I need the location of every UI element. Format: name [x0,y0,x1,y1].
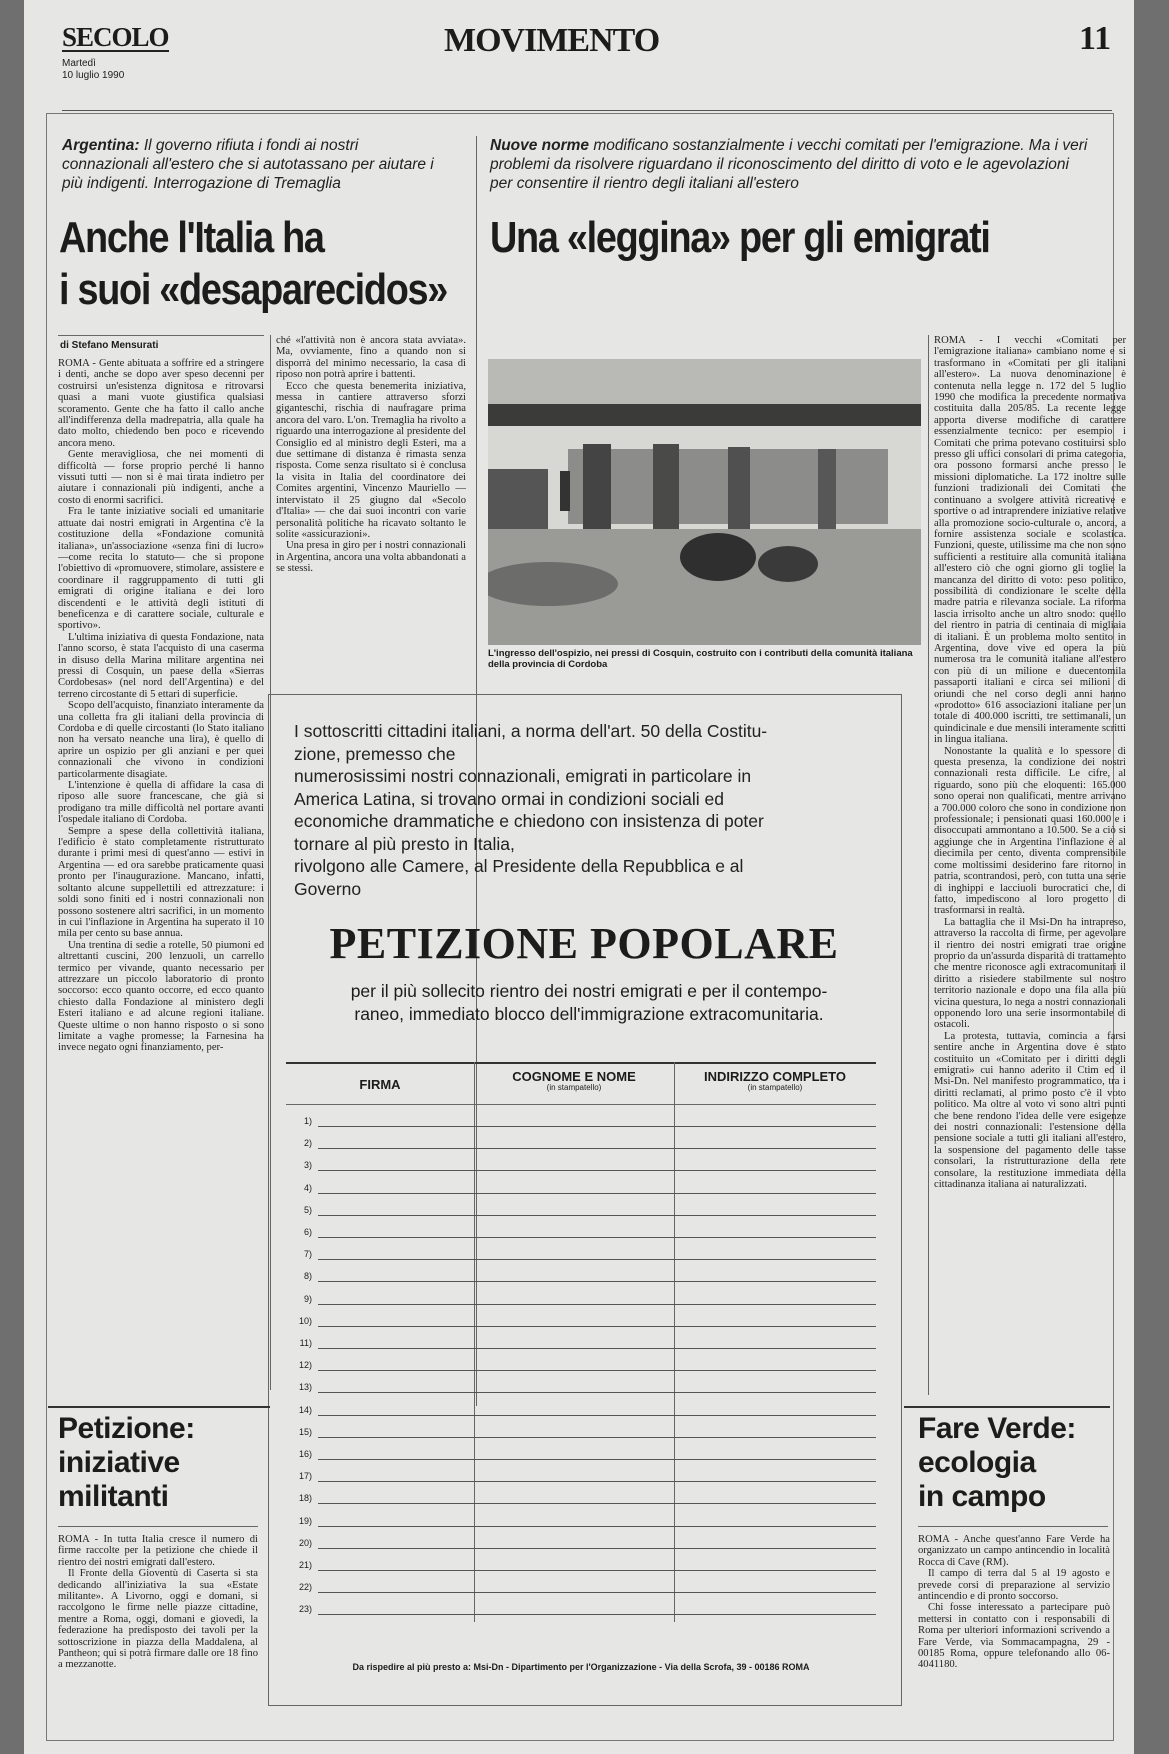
table-col-divider [674,1062,675,1622]
petition-intro-line: economiche drammatiche e chiedono con insistenza di poter [294,811,764,831]
paragraph: Scopo dell'acquisto, finanziato interamente da una colletta fra gli italiani della provincia di Cordoba e di quelle circostanti (lo Stato italiano non ha versato neanche una lira), è quello di aprire un ospizio per gli anziani e per quei connazionali che vivono in condizioni particolarmente disagiate. [58,700,264,780]
paragraph: Gente meravigliosa, che nei momenti di difficoltà — forse proprio perché li hanno vissuti tutti — non si è mai tirata indietro per aiutare i connazionali più indigenti, anche a costo di enormi sacrifici. [58,449,264,506]
left-headline-line1: Anche l'Italia ha [59,213,324,262]
table-col-divider [474,1062,475,1622]
paragraph: La battaglia che il Msi-Dn ha intrapreso, attraverso la raccolta di firme, per agevolare il rientro dei nostri emigrati trae origine proprio da un'assurda disparità di trattamento che mentre riconosce agli extracomunitari il diritto a risiedere stabilmente sul nostro territorio nazionale e dopo una fila alla più vicina questura, lo nega a nostri connazionali opponendo loro una serie insormontabile di ostacoli. [934,916,1126,1031]
signature-row-line[interactable] [318,1526,876,1527]
signature-row-line[interactable] [318,1215,876,1216]
sidebox-right-body [918,1534,1110,1734]
signature-row-number: 14) [298,1404,312,1415]
left-kicker [62,136,442,193]
photo-caption: L'ingresso dell'ospizio, nei pressi di Cosquin, costruito con i contributi della comunità italiana della provincia di Cordoba [488,648,913,670]
signature-row-number: 16) [298,1449,312,1459]
signature-row-line[interactable] [318,1126,876,1127]
signature-row-number: 4) [303,1182,312,1193]
signature-row-line[interactable] [318,1259,876,1260]
page-number: 11 [1079,20,1112,57]
headline-line: militanti [58,1480,169,1513]
right-kicker [490,136,1090,193]
paragraph: Ecco che questa benemerita iniziativa, messa in cantiere attraverso sforzi giganteschi, rischia di naufragare prima ancora del varo. L'on. Tremaglia ha rivolto a riguardo una interrogazione al presidente del Consiglio ed al ministro degli Esteri, ma a due settimane di distanza è rimasta senza risposta. Come senza risultato si è conclusa la visita in Italia del coordinatore dei Comites argentini, Vincenzo Mauriello — intervistato il 25 giugno dal «Secolo d'Italia» — che dai suoi incontri con varie personalità politiche ha ricavato soltanto le solite «assicurazioni». [276,380,466,540]
petition-intro-line: numerosissimi nostri connazionali, emigrati in particolare in [294,766,752,786]
col-header-name-label: COGNOME E NOME [512,1069,636,1084]
headline-line: Fare Verde: [918,1412,1076,1445]
paragraph: ROMA - In tutta Italia cresce il numero di firme raccolte per la petizione che chiede il rientro dei nostri emigrati dall'estero. [58,1534,258,1568]
headline-line: in campo [918,1480,1046,1513]
left-article-col1 [58,358,264,1388]
paragraph: La protesta, tuttavia, comincia a farsi sentire anche in Argentina dove è stato costituito un «Comitato per i diritti degli emigrati» cui hanno aderito il Ctim ed il Msi-Dn. Nel manifesto programmatico, tra i diritti reclamati, al primo posto c'è il voto politico. Ma oltre al voto vi sono altri punti che bene rendono l'idea delle vere esigenze dei nostri connazionali: l'estensione della pensione sociale a tutti gli italiani all'estero, la sospensione del pagamento delle tasse consolari, la ristrutturazione della rete consolare, la restituzione immediata della cittadinanza italiana ai naturalizzati. [934,1030,1126,1191]
petition-subtitle-line: raneo, immediato blocco dell'immigrazione extracomunitaria. [354,1003,824,1024]
right-article-col [934,335,1126,1390]
signature-row-line[interactable] [318,1193,876,1194]
signature-row-line[interactable] [318,1437,876,1438]
col-header-name [474,1070,674,1093]
signature-row-number: 6) [303,1227,312,1237]
signature-row-line[interactable] [318,1304,876,1305]
signature-row-number: 22) [298,1582,312,1593]
headline-line: Petizione: [58,1412,195,1445]
petition-subtitle-line: per il più sollecito rientro dei nostri emigrati e per il contempo- [350,981,828,1001]
sidebox-left-body [58,1534,258,1734]
sidebox-left-rule [48,1406,270,1409]
signature-row-number: 15) [298,1426,312,1437]
signature-row-number: 11) [299,1338,312,1348]
paragraph: Il Fronte della Gioventù di Caserta si sta dedicando all'iniziativa la sua «Estate militante». A Livorno, oggi e domani, si raccolgono le firme nelle piazze cittadine, mentre a Roma, oggi, domani e giovedì, la federazione ha predisposto dei tavoli per la sottoscrizione in piazza della Maddalena, al Pantheon; qui si potrà firmare dalle ore 18 fino a mezzanotte. [58,1568,258,1671]
col-header-name-note: (in stampatello) [546,1083,602,1092]
signature-row-number: 3) [303,1160,312,1171]
signature-row-line[interactable] [318,1548,876,1549]
paragraph: Nonostante la qualità e lo spessore di questa presenza, la condizione dei nostri connazionali resta difficile. Le cifre, al riguardo, sono più che eloquenti: 165.000 sono operai non qualificati, mentre arrivano a 700.000 coloro che sono in condizione non professionale; i pensionati quasi 160.000 e i disoccupati ammontano a 10.500. Se a ciò si aggiunge che in Argentina l'inflazione è al diecimila per cento, diventa comprensibile come moltissimi desiderino fare ritorno in patria, scontrandosi, però, con tutta una serie di inghippi e lacciuoli burocratici che, di fatto, impediscono al loro progetto di trasformarsi in realtà. [934,745,1126,917]
paragraph: ché «l'attività non è ancora stata avviata». Ma, ovviamente, fino a quando non si disporrà del minimo necessario, la casa di riposo non potrà aprire i battenti. [276,335,466,381]
signature-row-number: 18) [298,1493,312,1504]
paragraph: ROMA - Gente abituata a soffrire ed a stringere i denti, anche se dopo aver speso decenni per costruirsi un'esistenza dignitosa e ritrovarsi quasi a mani vuote giustifica qualsiasi scoramento. Gente che ha fatto il callo anche all'indifferenza della madrepatria, alla quale ha dato molto, chiedendo ben poco e ricevendo ancora meno. [58,358,264,449]
signature-row-number: 9) [303,1293,312,1304]
left-kicker-lead: Argentina: [62,137,140,154]
signature-row-line[interactable] [318,1237,876,1238]
petition-intro-line: rivolgono alle Camere, al Presidente della Repubblica e al [294,856,744,876]
signature-row-line[interactable] [318,1148,876,1149]
sidebox-left-sep [58,1526,258,1527]
signature-row-line[interactable] [318,1570,876,1571]
byline: di Stefano Mensurati [60,340,159,351]
signature-row-line[interactable] [318,1281,876,1282]
paragraph: Una presa in giro per i nostri connazionali in Argentina, ancora una volta abbandonati a se stessi. [276,540,466,575]
col-header-address [674,1070,876,1093]
headline-line: ecologia [918,1446,1036,1479]
sidebox-left-headline [58,1412,268,1514]
paragraph: L'intenzione è quella di affidare la casa di riposo alle suore francescane, che già si prodigano tra mille difficoltà nel portare avanti l'ospedale italiano di Cordoba. [58,780,264,826]
col-header-address-note: (in stampatello) [747,1083,803,1092]
right-headline: Una «leggina» per gli emigrati [490,213,990,262]
hospice-building-image [488,359,921,645]
petition-intro-line: zione, premesso che [294,743,456,764]
signature-table [286,1062,876,1622]
issue-date [62,58,182,82]
petition-intro [294,720,884,900]
signature-row-number: 7) [303,1249,312,1260]
signature-row-number: 8) [303,1271,312,1282]
left-kicker-text: Il governo rifiuta i fondi ai nostri connazionali all'estero che si autotassano per aiutare i più indigenti. Interrogazione di Tremaglia [62,137,434,192]
sidebox-right-sep [918,1526,1108,1527]
signature-row-number: 1) [303,1116,312,1126]
signature-row-line[interactable] [318,1392,876,1393]
signature-row-line[interactable] [318,1170,876,1171]
issue-weekday: Martedì [62,58,96,69]
signature-row-number: 17) [298,1471,312,1482]
signature-row-line[interactable] [318,1348,876,1349]
petition-title: PETIZIONE POPOLARE [329,919,839,968]
signature-row-number: 19) [298,1515,312,1526]
signature-row-line[interactable] [318,1370,876,1371]
signature-row-line[interactable] [318,1614,876,1615]
issue-day: 10 luglio 1990 [62,70,125,81]
right-kicker-text: modificano sostanzialmente i vecchi comitati per l'emigrazione. Ma i veri problemi da risolvere riguardano il riconoscimento del diritto di voto e le agevolazioni per consentire il rientro degli italiani all'estero [490,137,1088,192]
signature-row-line[interactable] [318,1459,876,1460]
newspaper-logo: SECOLO [62,22,169,52]
column-divider [928,335,929,1395]
paragraph: Fra le tante iniziative sociali ed umanitarie attuate dai nostri emigrati in Argentina c'è la costituzione della «Fondazione comunità italiana», un'associazione «senza fini di lucro» —come recita lo statuto— che si propone l'obiettivo di «promuovere, stimolare, assistere e coordinare il raggruppamento di tutti gli emigrati di origine italiana e dei loro discendenti e le attività degli istituti di beneficenza e di carattere sociale, culturale e sportivo». [58,506,264,632]
hospice-photo [488,359,921,645]
table-top-rule [286,1062,876,1064]
petition-intro-line: Governo [294,878,362,899]
paragraph: Chi fosse interessato a partecipare può mettersi in contatto con i responsabili di Roma per ulteriori informazioni scrivendo a Fare Verde, via Sommacampagna, 29 - 00185 Roma, oppure telefonando allo 06-4041180. [918,1602,1110,1671]
signature-row-line[interactable] [318,1592,876,1593]
paragraph: L'ultima iniziativa di questa Fondazione, nata l'anno scorso, è stata l'acquisto di una caserma in disuso della Marina militare argentina nei pressi di Cosquin, un paese della «Sierras Cordobesas» (nel nord dell'Argentina) e del terreno circostante di 5 ettari di superficie. [58,631,264,700]
section-title: MOVIMENTO [444,22,660,59]
signature-row-number: 10) [298,1315,312,1326]
paragraph: Sempre a spese della collettività italiana, l'edificio è stato completamente ristrutturato durante i primi mesi di quest'anno — estivi in Argentina — ed ora sarebbe praticamente quasi pronto per l'inaugurazione. Mancano, infatti, soltanto alcune suppellettili ed attrezzature: i soldi sono finiti ed i nostri connazionali non possono sostenere altri sacrifici, in un momento in cui l'inflazione in Argentina ha superato il 10 mila per cento su base annua. [58,825,264,940]
signature-row-number: 13) [298,1382,312,1393]
signature-row-number: 12) [298,1360,312,1371]
headline-line: iniziative [58,1446,180,1479]
byline-rule [58,335,264,336]
paragraph: Una trentina di sedie a rotelle, 50 piumoni ed altrettanti cuscini, 200 lenzuoli, un carrello termico per vivande, quanto necessario per attrezzare un piccolo laboratorio di pronto soccorso: ecco quanto occorre, ed ecco quanto chiesto dalla Fondazione al ministero degli Esteri italiano e ad alcune regioni italiane. Queste ultime o non hanno risposto o si sono limitate a vaghe promesse; la Farnesina ha invece negato ogni finanziamento, per- [58,939,264,1054]
table-header-rule [286,1104,876,1105]
signature-row-number: 21) [298,1560,312,1570]
petition-subtitle [294,980,884,1025]
signature-row-number: 23) [298,1604,312,1615]
sidebox-right-rule [904,1406,1110,1409]
masthead-rule [62,110,1112,111]
signature-row-line[interactable] [318,1326,876,1327]
left-headline-line2: i suoi «desaparecidos» [59,265,448,314]
signature-row-line[interactable] [318,1481,876,1482]
newspaper-page [24,0,1134,1754]
signature-row-line[interactable] [318,1503,876,1504]
left-headline [59,212,447,316]
col-header-signature: FIRMA [359,1077,401,1092]
sidebox-right-headline [918,1412,1118,1514]
signature-row-number: 2) [303,1138,312,1149]
signature-row-number: 20) [298,1537,312,1548]
signature-row-line[interactable] [318,1415,876,1416]
paragraph: Il campo di terra dal 5 al 19 agosto e prevede corsi di preparazione al servizio antincendio e di pronto soccorso. [918,1568,1110,1603]
petition-intro-line: America Latina, si trovano ormai in condizioni sociali ed [294,788,724,809]
petition-footer: Da rispedire al più presto a: Msi-Dn - Dipartimento per l'Organizzazione - Via della Scrofa, 39 - 00186 ROMA [352,1662,810,1672]
left-article-col2 [276,335,466,675]
paragraph: ROMA - Anche quest'anno Fare Verde ha organizzato un campo antincendio in località Rocca di Cave (RM). [918,1534,1110,1568]
paragraph: ROMA - I vecchi «Comitati per l'emigrazione italiana» cambiano nome e si trasformano in «Comitati per gli italiani all'estero». La nuova denominazione è contenuta nella legge n. 172 del 5 luglio 1990 che modifica la precedente normativa costituita dalla 205/85. La recente legge apporta diverse modifiche di carattere essenzialmente tecnico: per esempio i Comitati che prima potevano costituirsi solo presso gli uffici consolari di prima categoria, ora possono formarsi anche presso le missioni diplomatiche. La 172 inoltre sulle funzioni tradizionali dei Comitati che continuano a svolgere attività ricreative e sportive o ad intraprendere iniziative relative alla promozione socio-culturale o, ancora, a fornire assistenza sociale e scolastica. Funzioni, queste, utilissime ma che non sono sufficienti a restituire alla comunità italiana all'estero ciò che ogni giorno gli toglie la mancanza del diritto di voto: peso politico, possibilità di condizionare le scelte della madre patria e rilevanza sociale. La riforma lascia irrisolto anche un altro snodo: quello del rientro in patria di centinaia di migliaia di italiani. È un problema molto sentito in Argentina, dove vive ed opera la più numerosa tra le comunità italiane all'estero con più di un milione e duecentomila passaporti italiani e circa sei milioni di oriundi che nel corso degli anni hanno «prodotto» 616 associazioni italiane per un totale di 400.000 iscritti, tre settimanali, un quindicinale e due mensili interamente scritti in lingua italiana. [934,335,1126,746]
petition-intro-line: tornare al più presto in Italia, [294,833,515,854]
right-kicker-lead: Nuove norme [490,137,590,154]
signature-row-number: 5) [303,1204,312,1215]
col-header-address-label: INDIRIZZO COMPLETO [703,1069,847,1084]
petition-intro-line: I sottoscritti cittadini italiani, a norma dell'art. 50 della Costitu- [294,721,768,741]
